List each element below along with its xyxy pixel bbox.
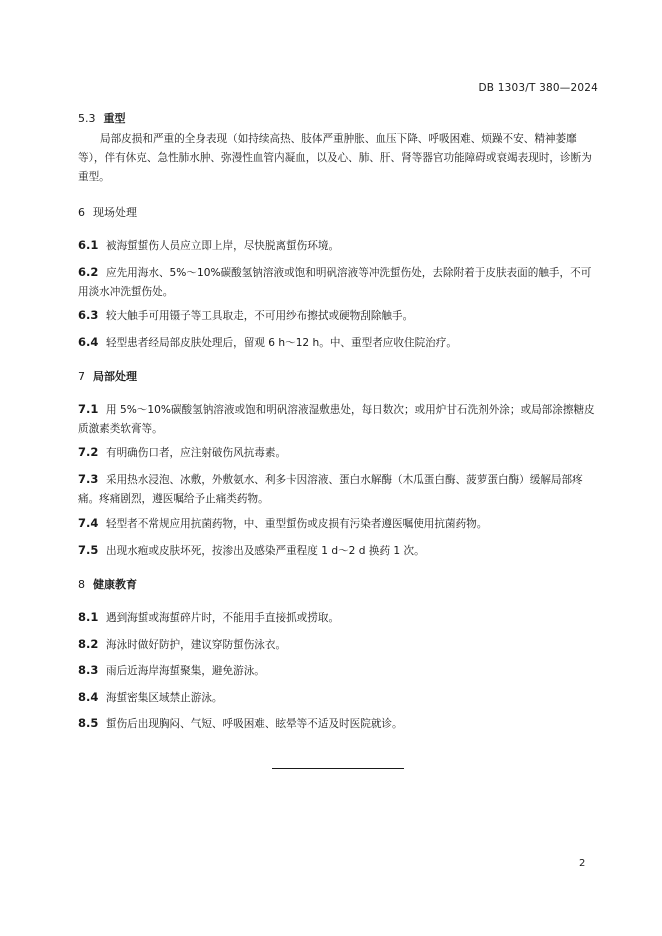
item-text: 雨后近海岸海蜇聚集，避免游泳。 bbox=[106, 665, 265, 677]
list-item-7-4 bbox=[78, 514, 600, 534]
item-number: 7.2 bbox=[78, 445, 99, 459]
item-number: 6.4 bbox=[78, 335, 99, 349]
page-number: 2 bbox=[579, 858, 586, 869]
section-6-heading bbox=[78, 204, 137, 220]
item-text: 有明确伤口者，应注射破伤风抗毒素。 bbox=[106, 447, 287, 459]
list-item-7-5 bbox=[78, 541, 600, 561]
list-item-8-2 bbox=[78, 635, 600, 655]
item-number: 7.1 bbox=[78, 402, 99, 416]
item-text: 海蜇密集区域禁止游泳。 bbox=[106, 692, 223, 704]
list-item-6-2 bbox=[78, 263, 600, 302]
item-text: 被海蜇蜇伤人员应立即上岸，尽快脱离蜇伤环境。 bbox=[106, 240, 340, 252]
section-number: 6 bbox=[78, 206, 85, 219]
item-text: 用 5%～10%碳酸氢钠溶液或饱和明矾溶液湿敷患处，每日数次；或用炉甘石洗剂外涂；或局部涂擦糖皮质激素类软膏等。 bbox=[78, 404, 595, 435]
section-8-heading bbox=[78, 576, 137, 592]
section-7-heading bbox=[78, 368, 137, 384]
list-item-6-1 bbox=[78, 236, 600, 256]
item-text: 海泳时做好防护，建议穿防蜇伤泳衣。 bbox=[106, 639, 287, 651]
section-number: 5.3 bbox=[78, 112, 96, 125]
list-item-6-4 bbox=[78, 333, 600, 353]
list-item-8-3 bbox=[78, 661, 600, 681]
item-number: 8.2 bbox=[78, 637, 99, 651]
list-item-8-4 bbox=[78, 688, 600, 708]
list-item-7-3 bbox=[78, 470, 600, 509]
item-text: 轻型者不常规应用抗菌药物，中、重型蜇伤或皮损有污染者遵医嘱使用抗菌药物。 bbox=[106, 518, 488, 530]
item-number: 6.2 bbox=[78, 265, 99, 279]
item-number: 8.4 bbox=[78, 690, 99, 704]
section-title: 局部处理 bbox=[93, 370, 137, 383]
item-number: 7.3 bbox=[78, 472, 99, 486]
item-text: 应先用海水、5%～10%碳酸氢钠溶液或饱和明矾溶液等冲洗蜇伤处，去除附着于皮肤表面的触手，不可用淡水冲洗蜇伤处。 bbox=[78, 267, 592, 298]
item-text: 出现水疱或皮肤坏死，按渗出及感染严重程度 1 d～2 d 换药 1 次。 bbox=[106, 545, 425, 557]
list-item-7-1 bbox=[78, 400, 600, 439]
list-item-7-2 bbox=[78, 443, 600, 463]
section-number: 7 bbox=[78, 370, 85, 383]
end-divider bbox=[272, 768, 404, 769]
section-5-3-heading bbox=[78, 110, 126, 126]
section-title: 健康教育 bbox=[93, 578, 137, 591]
list-item-8-5 bbox=[78, 714, 600, 734]
section-title: 重型 bbox=[103, 112, 126, 125]
list-item-8-1 bbox=[78, 608, 600, 628]
section-number: 8 bbox=[78, 578, 85, 591]
item-number: 8.3 bbox=[78, 663, 99, 677]
item-number: 8.5 bbox=[78, 716, 99, 730]
item-text: 采用热水浸泡、冰敷，外敷氨水、利多卡因溶液、蛋白水解酶（木瓜蛋白酶、菠萝蛋白酶）缓解局部疼痛。疼痛剧烈，遵医嘱给予止痛类药物。 bbox=[78, 474, 583, 505]
list-item-6-3 bbox=[78, 306, 600, 326]
item-number: 6.1 bbox=[78, 238, 99, 252]
document-code: DB 1303/T 380—2024 bbox=[478, 82, 598, 94]
item-text: 蜇伤后出现胸闷、气短、呼吸困难、眩晕等不适及时医院就诊。 bbox=[106, 718, 403, 730]
section-5-3-body: 局部皮损和严重的全身表现（如持续高热、肢体严重肿胀、血压下降、呼吸困难、烦躁不安、精神萎靡等），伴有休克、急性肺水肿、弥漫性血管内凝血，以及心、肺、肝、肾等器官功能障碍或衰竭表现时，诊断为重型。 bbox=[78, 133, 592, 183]
item-number: 7.5 bbox=[78, 543, 99, 557]
item-number: 7.4 bbox=[78, 516, 99, 530]
item-text: 遇到海蜇或海蜇碎片时，不能用手直接抓或捞取。 bbox=[106, 612, 340, 624]
item-number: 8.1 bbox=[78, 610, 99, 624]
item-number: 6.3 bbox=[78, 308, 99, 322]
item-text: 较大触手可用镊子等工具取走，不可用纱布擦拭或硬物刮除触手。 bbox=[106, 310, 414, 322]
item-text: 轻型患者经局部皮肤处理后，留观 6 h～12 h。中、重型者应收住院治疗。 bbox=[106, 337, 457, 349]
section-title: 现场处理 bbox=[93, 206, 137, 219]
